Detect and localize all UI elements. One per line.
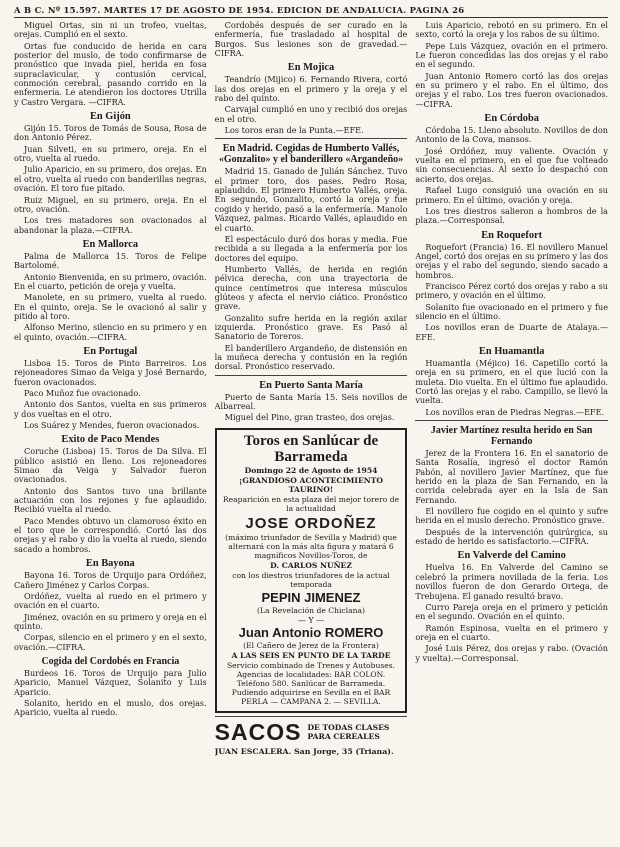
paragraph: Rafael Lugo consiguió una ovación en su primero. En el último, ovación y oreja.	[415, 185, 609, 205]
section-heading-roquefort: En Roquefort	[481, 229, 543, 241]
paragraph: Puerto de Santa María 15. Seis novillos de Albarreal.	[214, 391, 408, 411]
section-heading-valverde: En Valverde del Camino	[457, 550, 566, 562]
ad-time: A LAS SEIS EN PUNTO DE LA TARDE	[231, 650, 391, 660]
paragraph: Antonio dos Santos, vuelta en sus primeros y dos vueltas en el otro.	[14, 399, 207, 419]
paragraph: Corpas, silencio en el primero y en el sexto, ovación.—CIFRA.	[14, 632, 207, 652]
paragraph: Luis Aparicio, rebotó en su primero. En el sexto, cortó la oreja y los rabos de su último.	[415, 21, 609, 40]
paragraph: Ortas fue conducido de herida en cara posterior del muslo, de todo confirmarse de pronóstico que invada piel, herida en fosa supraclavicular, y contusión cervical, conmoción cerebral, pasando corrido en la enfermería. Le atendieron los doctores Utrilla y Castro Vergara. —CIFRA.	[14, 40, 207, 107]
paragraph: José Ordóñez, muy valiente. Ovación y vuelta en el primero, en el que fue volteado sin consecuencias. Al sexto lo despachó con acierto, dos orejas.	[415, 145, 609, 184]
ad-title: Toros en Sanlúcar de Barrameda	[243, 432, 379, 465]
paragraph: Los Suárez y Mendes, fueron ovacionados.	[24, 420, 200, 431]
paragraph: Cordobés después de ser curado en la enfermería, fue trasladado al hospital de Burgos. Sus lesiones son de gravedad.—CIFRA.	[214, 21, 408, 59]
paragraph: Ramón Espinosa, vuelta en el primero y oreja en el cuarto.	[415, 622, 609, 642]
paragraph: José Luis Pérez, dos orejas y rabo. (Ovación y vuelta).—Corresponsal.	[415, 643, 609, 663]
ad-ganaderia: D. CARLOS NUÑEZ	[270, 560, 352, 570]
paragraph: Ordóñez, vuelta al ruedo en el primero y ovación en el cuarto.	[14, 590, 207, 611]
columns	[14, 21, 608, 847]
paragraph: Después de la intervención quirúrgica, su estado de herido es satisfactorio.—CIFRA.	[415, 526, 609, 547]
paragraph: Bayona 16. Toros de Urquijo para Ordóñez, Cañero Jiménez y Carlos Corpas.	[14, 570, 207, 590]
ad-matador-3: Juan Antonio ROMERO	[238, 624, 384, 640]
paragraph: Alfonso Merino, silencio en su primero y en el quinto, ovación.—CIFRA.	[14, 322, 207, 342]
paragraph: Carvajal cumplió en uno y recibió dos orejas en el otro.	[214, 104, 408, 124]
section-heading-paco-mendes: Exito de Paco Mendes	[61, 434, 160, 446]
page-header: A B C. Nº 15.597. MARTES 17 DE AGOSTO DE 1954. EDICION DE ANDALUCIA. PAGINA 26	[14, 5, 608, 18]
section-heading-portugal: En Portugal	[83, 345, 138, 357]
paragraph: Juan Antonio Romero cortó las dos orejas en su primero y el rabo. En el último, dos orejas y el rabo. Los tres fueron ovacionados.—CIFRA.	[415, 70, 609, 109]
paragraph: Burdeos 16. Toros de Urquijo para Julio Aparicio, Manuel Vázquez, Solanito y Luis Aparicio.	[14, 667, 207, 697]
paragraph: Solanito fue ovacionado en el primero y fue silencio en el último.	[415, 301, 609, 321]
column-3	[415, 21, 608, 847]
paragraph: Solanito, herido en el muslo, dos orejas. Aparicio, vuelta al ruedo.	[14, 697, 207, 718]
paragraph: Juan Silveti, en su primero, oreja. En el otro, vuelta al ruedo.	[14, 143, 207, 164]
paragraph: Los tres diestros salieron a hombros de la plaza.—Corresponsal.	[415, 205, 609, 226]
paragraph: Lisboa 15. Toros de Pinto Barreiros. Los rejoneadores Simao da Veiga y José Bernardo, fueron ovacionados.	[14, 357, 207, 387]
sacos-line: PARA CEREALES	[307, 732, 380, 742]
ad-detail: (El Cañero de Jerez de la Frontera)	[243, 640, 379, 650]
paragraph: Julio Aparicio, en su primero, dos orejas. En el otro, vuelta al ruedo con banderillas negras, ovación. El toro fue pitado.	[14, 164, 207, 194]
paragraph: Ruiz Miguel, en su primero, oreja. En el otro, ovación.	[14, 194, 207, 214]
ad-detail: Servicio combinado de Trenes y Autobuses. Agencias de localidades: BAR COLON. Teléfono 580. Sanlúcar de Barrameda. Pudiendo adquirirse en Sevilla en el BAR PERLA — CAMPANA 2. — SEVILLA.	[226, 660, 396, 706]
ad-matador-1: JOSE ORDOÑEZ	[245, 514, 377, 532]
paragraph: Jerez de la Frontera 16. En el sanatorio de Santa Rosalía, ingresó el doctor Ramón Pabón, al novillero Javier Martínez, que fue herido en la plaza de San Fernando, en la corrida celebrada ayer en la Isla de San Fernando.	[415, 448, 609, 505]
ad-detail: (máximo triunfador de Sevilla y Madrid) que alternará con la más alta figura y matará 6 magníficos Novillos-Toros, de	[225, 532, 397, 560]
paragraph: Roquefort (Francia) 16. El novillero Manuel Angel, cortó dos orejas en su primero y las dos orejas y el rabo del segundo, siendo sacado a hombros.	[415, 241, 609, 280]
section-heading-san-fernando: Javier Martínez resulta herido en San Fernando	[430, 425, 593, 448]
sacos-side-text	[307, 723, 389, 741]
paragraph: Coruche (Lisboa) 15. Toros de Da Silva. El público asistió en lleno. Los rejoneadores Simao da Veiga y Salvador fueron ovacionados.	[14, 446, 207, 485]
sacos-title: SACOS	[214, 718, 302, 745]
ad-detail: con los diestros triunfadores de la actual temporada	[232, 570, 390, 589]
paragraph: Córdoba 15. Lleno absoluto. Novillos de don Antonio de la Cova, mansos.	[415, 125, 609, 145]
paragraph: Pepe Luis Vázquez, ovación en el primero. Le fueron concedidas las dos orejas y el rabo en el segundo.	[415, 40, 609, 70]
ad-event-detail: Reaparición en esta plaza del mejor torero de la actualidad	[222, 494, 400, 513]
paragraph: Miguel Ortas, sin ni un trofeo, vueltas, orejas. Cumplió en el sexto.	[14, 21, 207, 40]
paragraph: El novillero fue cogido en el quinto y sufre herida en el muslo derecho. Pronóstico grave.	[415, 506, 609, 526]
paragraph: Gonzalito sufre herida en la región axilar izquierda. Pronóstico grave. Es Pasó al Sanatorio de Toreros.	[214, 312, 408, 342]
section-heading-mallorca: En Mallorca	[82, 238, 139, 250]
paragraph: Gijón 15. Toros de Tomás de Sousa, Rosa de don Antonio Pérez.	[14, 123, 207, 143]
section-heading-huamantla: En Huamantla	[478, 345, 545, 357]
paragraph: Palma de Mallorca 15. Toros de Felipe Bartolomé.	[14, 250, 207, 271]
section-heading-puerto: En Puerto Santa María	[259, 379, 363, 391]
paragraph: Humberto Vallés, de herida en región pélvica derecha, con una trayectoria de quince centímetros que interesa músculos glúteos y afecta el nervio ciático. Pronóstico grave.	[214, 263, 408, 312]
divider	[215, 138, 408, 139]
ad-separator: — Y —	[297, 615, 325, 625]
ad-event: ¡GRANDIOSO ACONTECIMIENTO TAURINO!	[239, 475, 383, 494]
paragraph: Paco Muñoz fue ovacionado.	[24, 388, 141, 398]
ad-matador-2: PEPIN JIMENEZ	[261, 589, 361, 605]
section-heading-gijon: En Gijón	[89, 111, 131, 123]
section-heading-mojica: En Mojica	[287, 62, 335, 74]
column-1	[14, 21, 207, 847]
section-heading-francia: Cogida del Cordobés en Francia	[41, 655, 180, 667]
paragraph: Huelva 16. En Valverde del Camino se celebró la primera novillada de la feria. Los novillos fueron de don Gerardo Ortega, de Trebujena. El ganado resultó bravo.	[415, 562, 609, 601]
section-heading-cordoba: En Córdoba	[484, 113, 539, 125]
column-2	[215, 21, 408, 847]
paragraph: Los tres matadores son ovacionados al abandonar la plaza.—CIFRA.	[14, 215, 207, 235]
paragraph: El espectáculo duró dos horas y media. Fue recibida a su llegada a la enfermería por los doctores del equipo.	[214, 233, 408, 263]
sacos-line: DE TODAS CLASES	[307, 723, 390, 733]
paragraph: Antonio dos Santos tuvo una brillante actuación con los rejones y fue aplaudido. Recibió vuelta al ruedo.	[14, 485, 207, 515]
section-heading-bayona: En Bayona	[85, 558, 135, 570]
divider	[415, 420, 608, 421]
paragraph: Huamantla (Méjico) 16. Capetillo cortó la oreja en su primero, en el que lució con la muleta. Dio vuelta. En el último fue aplaudido. Cortó las orejas y el rabo. Campillo, se llevó la vuelta.	[415, 357, 609, 406]
paragraph: Francisco Pérez cortó dos orejas y rabo a su primero, y ovación en el último.	[415, 280, 609, 301]
sacos-advertisement	[215, 716, 408, 746]
paragraph: Miguel del Pino, gran trasteo, dos orejas.	[224, 412, 395, 423]
ad-date: Domingo 22 de Agosto de 1954	[244, 465, 378, 475]
paragraph: Los novillos eran de Duarte de Atalaya.—EFE.	[415, 322, 609, 342]
ad-detail: (La Revelación de Chiclana)	[257, 605, 365, 615]
paragraph: Teandrío (Mijico) 6. Fernando Rivera, cortó las dos orejas en el primero y la oreja y el rabo del quinto.	[214, 74, 408, 104]
paragraph: El banderillero Argandeño, de distensión en la muñeca derecha y contusión en la región dorsal. Pronóstico reservado.	[214, 342, 408, 372]
paragraph: Madrid 15. Ganado de Julián Sánchez. Tuvo el primer toro, dos pases. Pedro Rosa, aplaudido. El primero Humberto Vallés, oreja. En segundo, Gonzalito, cortó la oreja y fue cogido y herido, pasó a la enfermería. Manolo Vázquez, palmas. Ricardo Vallés, aplaudido en el cuarto.	[214, 166, 408, 233]
sacos-address: JUAN ESCALERA. San Jorge, 35 (Triana).	[214, 746, 394, 756]
divider	[215, 375, 408, 376]
paragraph: Jiménez, ovación en su primero y oreja en el quinto.	[14, 611, 207, 631]
paragraph: Manolete, en su primero, vuelta al ruedo. En el quinto, oreja. Se le ovacionó al salir y pitido al toro.	[14, 292, 207, 321]
paragraph: Los novillos eran de Piedras Negras.—EFE.	[425, 406, 605, 417]
paragraph: Paco Mendes obtuvo un clamoroso éxito en el toro que le correspondió. Cortó las dos orejas y el rabo y dio la vuelta al ruedo, siendo sacado a hombros.	[14, 515, 207, 554]
section-heading-madrid: En Madrid. Cogidas de Humberto Vallés, «Gonzalito» y el banderillero «Argandeño»	[218, 143, 404, 166]
paragraph: Los toros eran de la Punta.—EFE.	[224, 125, 364, 136]
bullfight-advertisement	[215, 428, 408, 713]
paragraph: Antonio Bienvenida, en su primero, ovación. En el cuarto, petición de oreja y vuelta.	[14, 271, 207, 291]
paragraph: Curro Pareja oreja en el primero y petición en el segundo. Ovación en el quinto.	[415, 601, 609, 622]
